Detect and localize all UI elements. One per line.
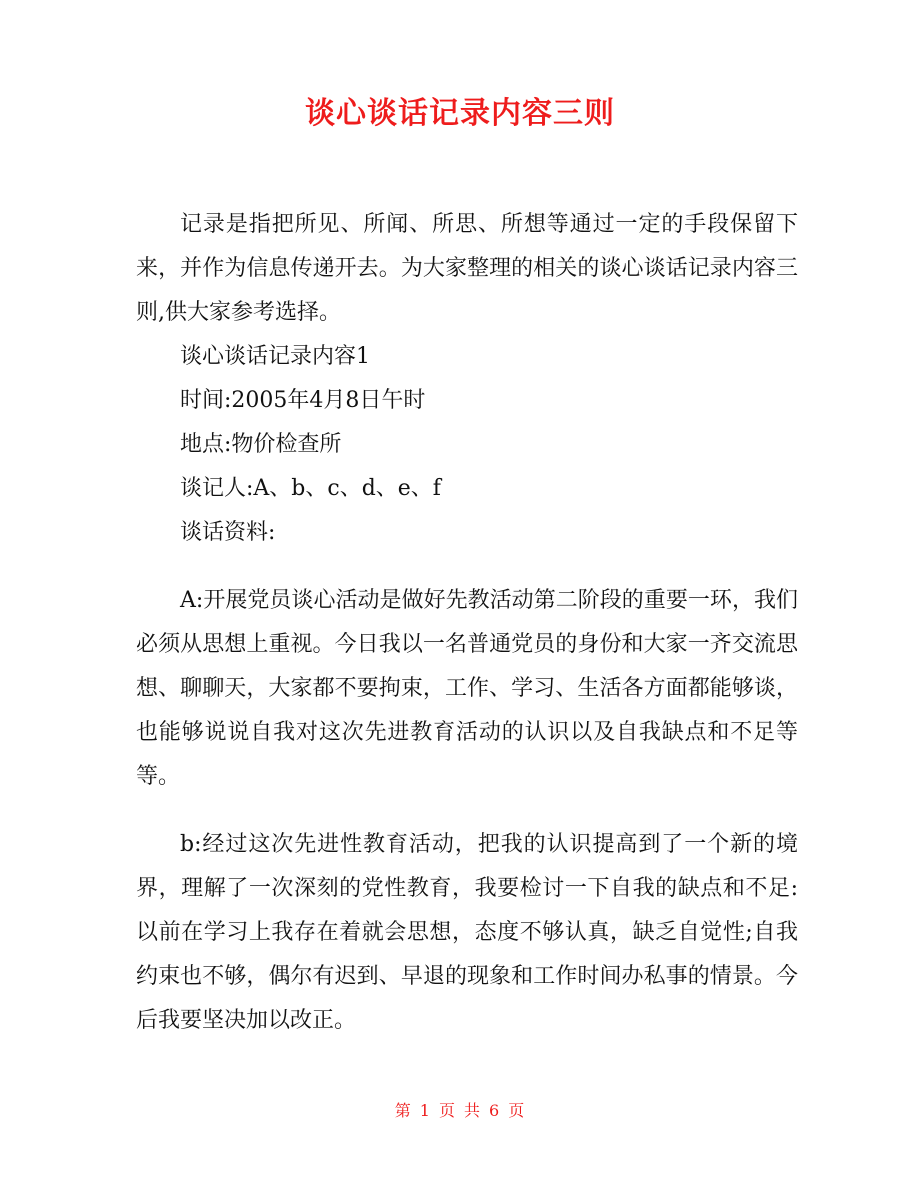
footer-page-number: 1	[419, 1101, 431, 1120]
paragraph-a: A:开展党员谈心活动是做好先教活动第二阶段的重要一环，我们必须从思想上重视。今日我以一名普通党员的身份和大家一齐交流思想、聊聊天，大家都不要拘束，工作、学习、生活各方面都能够谈，也能够说说自我对这次先进教育活动的认识以及自我缺点和不足等等。	[136, 588, 798, 789]
document-body	[136, 203, 798, 1043]
paragraph-b: b:经过这次先进性教育活动，把我的认识提高到了一个新的境界，理解了一次深刻的党性教育，我要检讨一下自我的缺点和不足:以前在学习上我存在着就会思想，态度不够认真，缺乏自觉性;自我约束也不够，偶尔有迟到、早退的现象和工作时间办私事的情景。今后我要坚决加以改正。	[136, 832, 798, 1033]
place-line: 地点:物价检查所	[180, 432, 342, 457]
footer-total-pages: 6	[489, 1101, 501, 1120]
content-label: 谈话资料:	[180, 520, 276, 545]
page-footer	[0, 1098, 920, 1121]
recorder-line: 谈记人:A、b、c、d、e、f	[180, 476, 441, 501]
time-line: 时间:2005年4月8日午时	[180, 388, 426, 413]
footer-total-suffix: 页	[508, 1101, 526, 1120]
document-title: 谈心谈话记录内容三则	[305, 96, 615, 131]
footer-page-mid: 页	[438, 1101, 456, 1120]
footer-total-prefix: 共	[464, 1101, 482, 1120]
footer-page-prefix: 第	[394, 1101, 412, 1120]
section-heading: 谈心谈话记录内容1	[180, 344, 370, 369]
intro-paragraph: 记录是指把所见、所闻、所思、所想等通过一定的手段保留下来，并作为信息传递开去。为大家整理的相关的谈心谈话记录内容三则,供大家参考选择。	[136, 212, 798, 325]
